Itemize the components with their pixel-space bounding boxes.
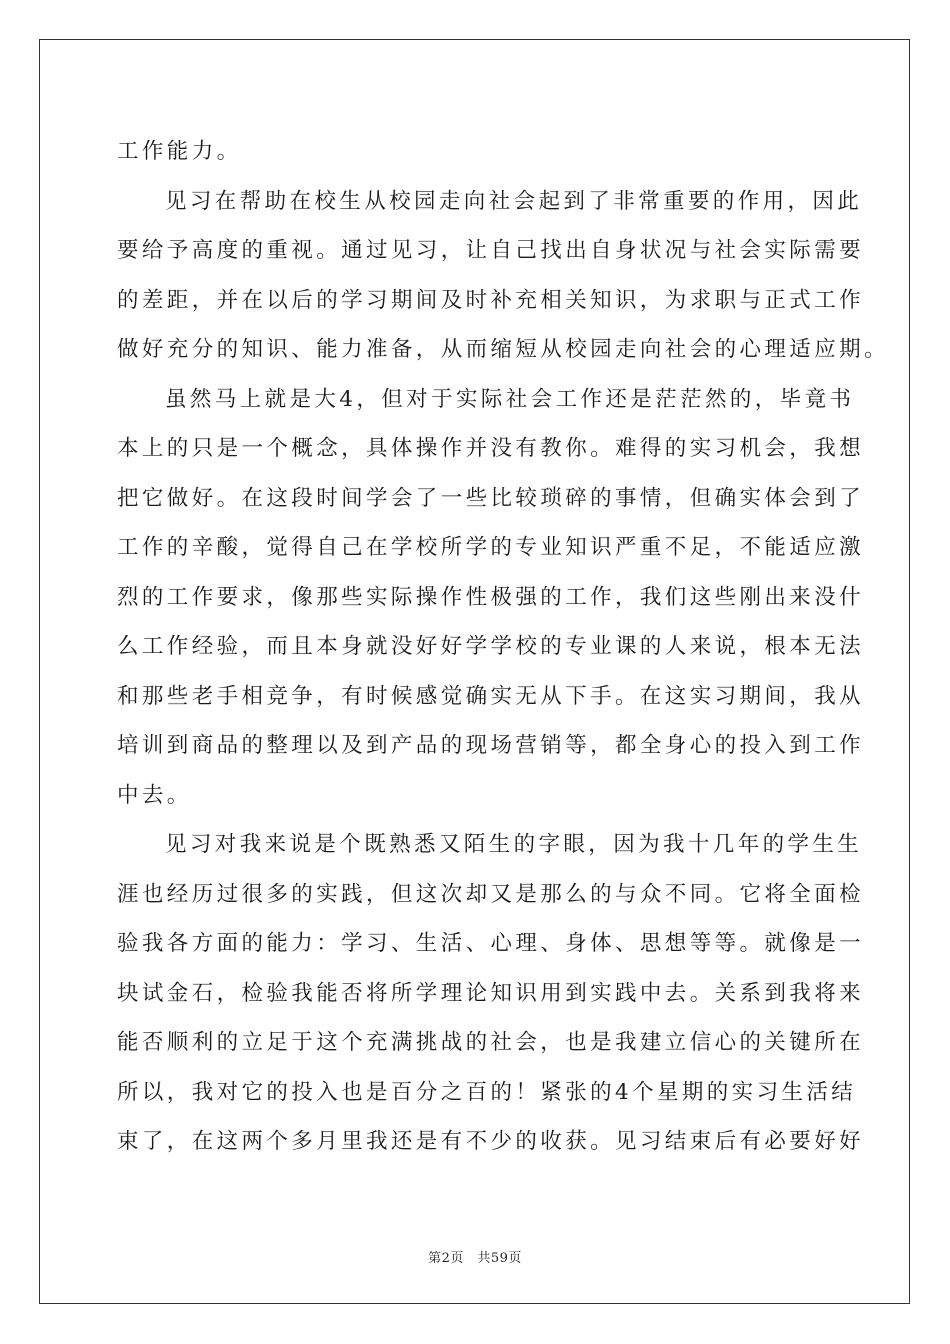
text-line: 束了，在这两个多月里我还是有不少的收获。见习结束后有必要好好 xyxy=(117,1129,865,1154)
text-line: 见习在帮助在校生从校园走向社会起到了非常重要的作用，因此 xyxy=(165,188,863,214)
text-line: 的差距，并在以后的学习期间及时补充相关知识，为求职与正式工作 xyxy=(117,287,865,313)
text-line: 要给予高度的重视。通过见习，让自己找出自身状况与社会实际需要 xyxy=(117,238,865,263)
text-line: 能否顺利的立足于这个充满挑战的社会，也是我建立信心的关键所在 xyxy=(117,1030,865,1055)
text-line: 工作能力。 xyxy=(117,139,242,164)
text-line: 验我各方面的能力：学习、生活、心理、身体、思想等等。就像是一 xyxy=(117,931,865,956)
text-line: 虽然马上就是大4，但对于实际社会工作还是茫茫然的，毕竟书 xyxy=(165,386,855,412)
text-line: 做好充分的知识、能力准备，从而缩短从校园走向社会的心理适应期。 xyxy=(117,337,889,362)
text-line: 块试金石，检验我能否将所学理论知识用到实践中去。关系到我将来 xyxy=(117,980,865,1006)
page-number: 第2页 共59页 xyxy=(428,1251,522,1266)
text-line: 烈的工作要求，像那些实际操作性极强的工作，我们这些刚出来没什 xyxy=(117,584,865,610)
text-line: 所以，我对它的投入也是百分之百的！紧张的4个星期的实习生活结 xyxy=(117,1079,857,1105)
text-line: 么工作经验，而且本身就没好好学学校的专业课的人来说，根本无法 xyxy=(117,634,865,659)
text-line: 培训到商品的整理以及到产品的现场营销等，都全身心的投入到工作 xyxy=(117,733,865,758)
text-line: 和那些老手相竞争，有时候感觉确实无从下手。在这实习期间，我从 xyxy=(117,683,865,709)
document-body xyxy=(117,127,889,1167)
text-line: 中去。 xyxy=(117,782,192,808)
text-line: 见习对我来说是个既熟悉又陌生的字眼，因为我十几年的学生生 xyxy=(165,832,863,857)
text-line: 本上的只是一个概念，具体操作并没有教你。难得的实习机会，我想 xyxy=(117,436,865,461)
text-line: 涯也经历过很多的实践，但这次却又是那么的与众不同。它将全面检 xyxy=(117,881,865,907)
text-line: 把它做好。在这段时间学会了一些比较琐碎的事情，但确实体会到了 xyxy=(117,485,865,511)
text-line: 工作的辛酸，觉得自己在学校所学的专业知识严重不足，不能适应激 xyxy=(117,535,865,560)
